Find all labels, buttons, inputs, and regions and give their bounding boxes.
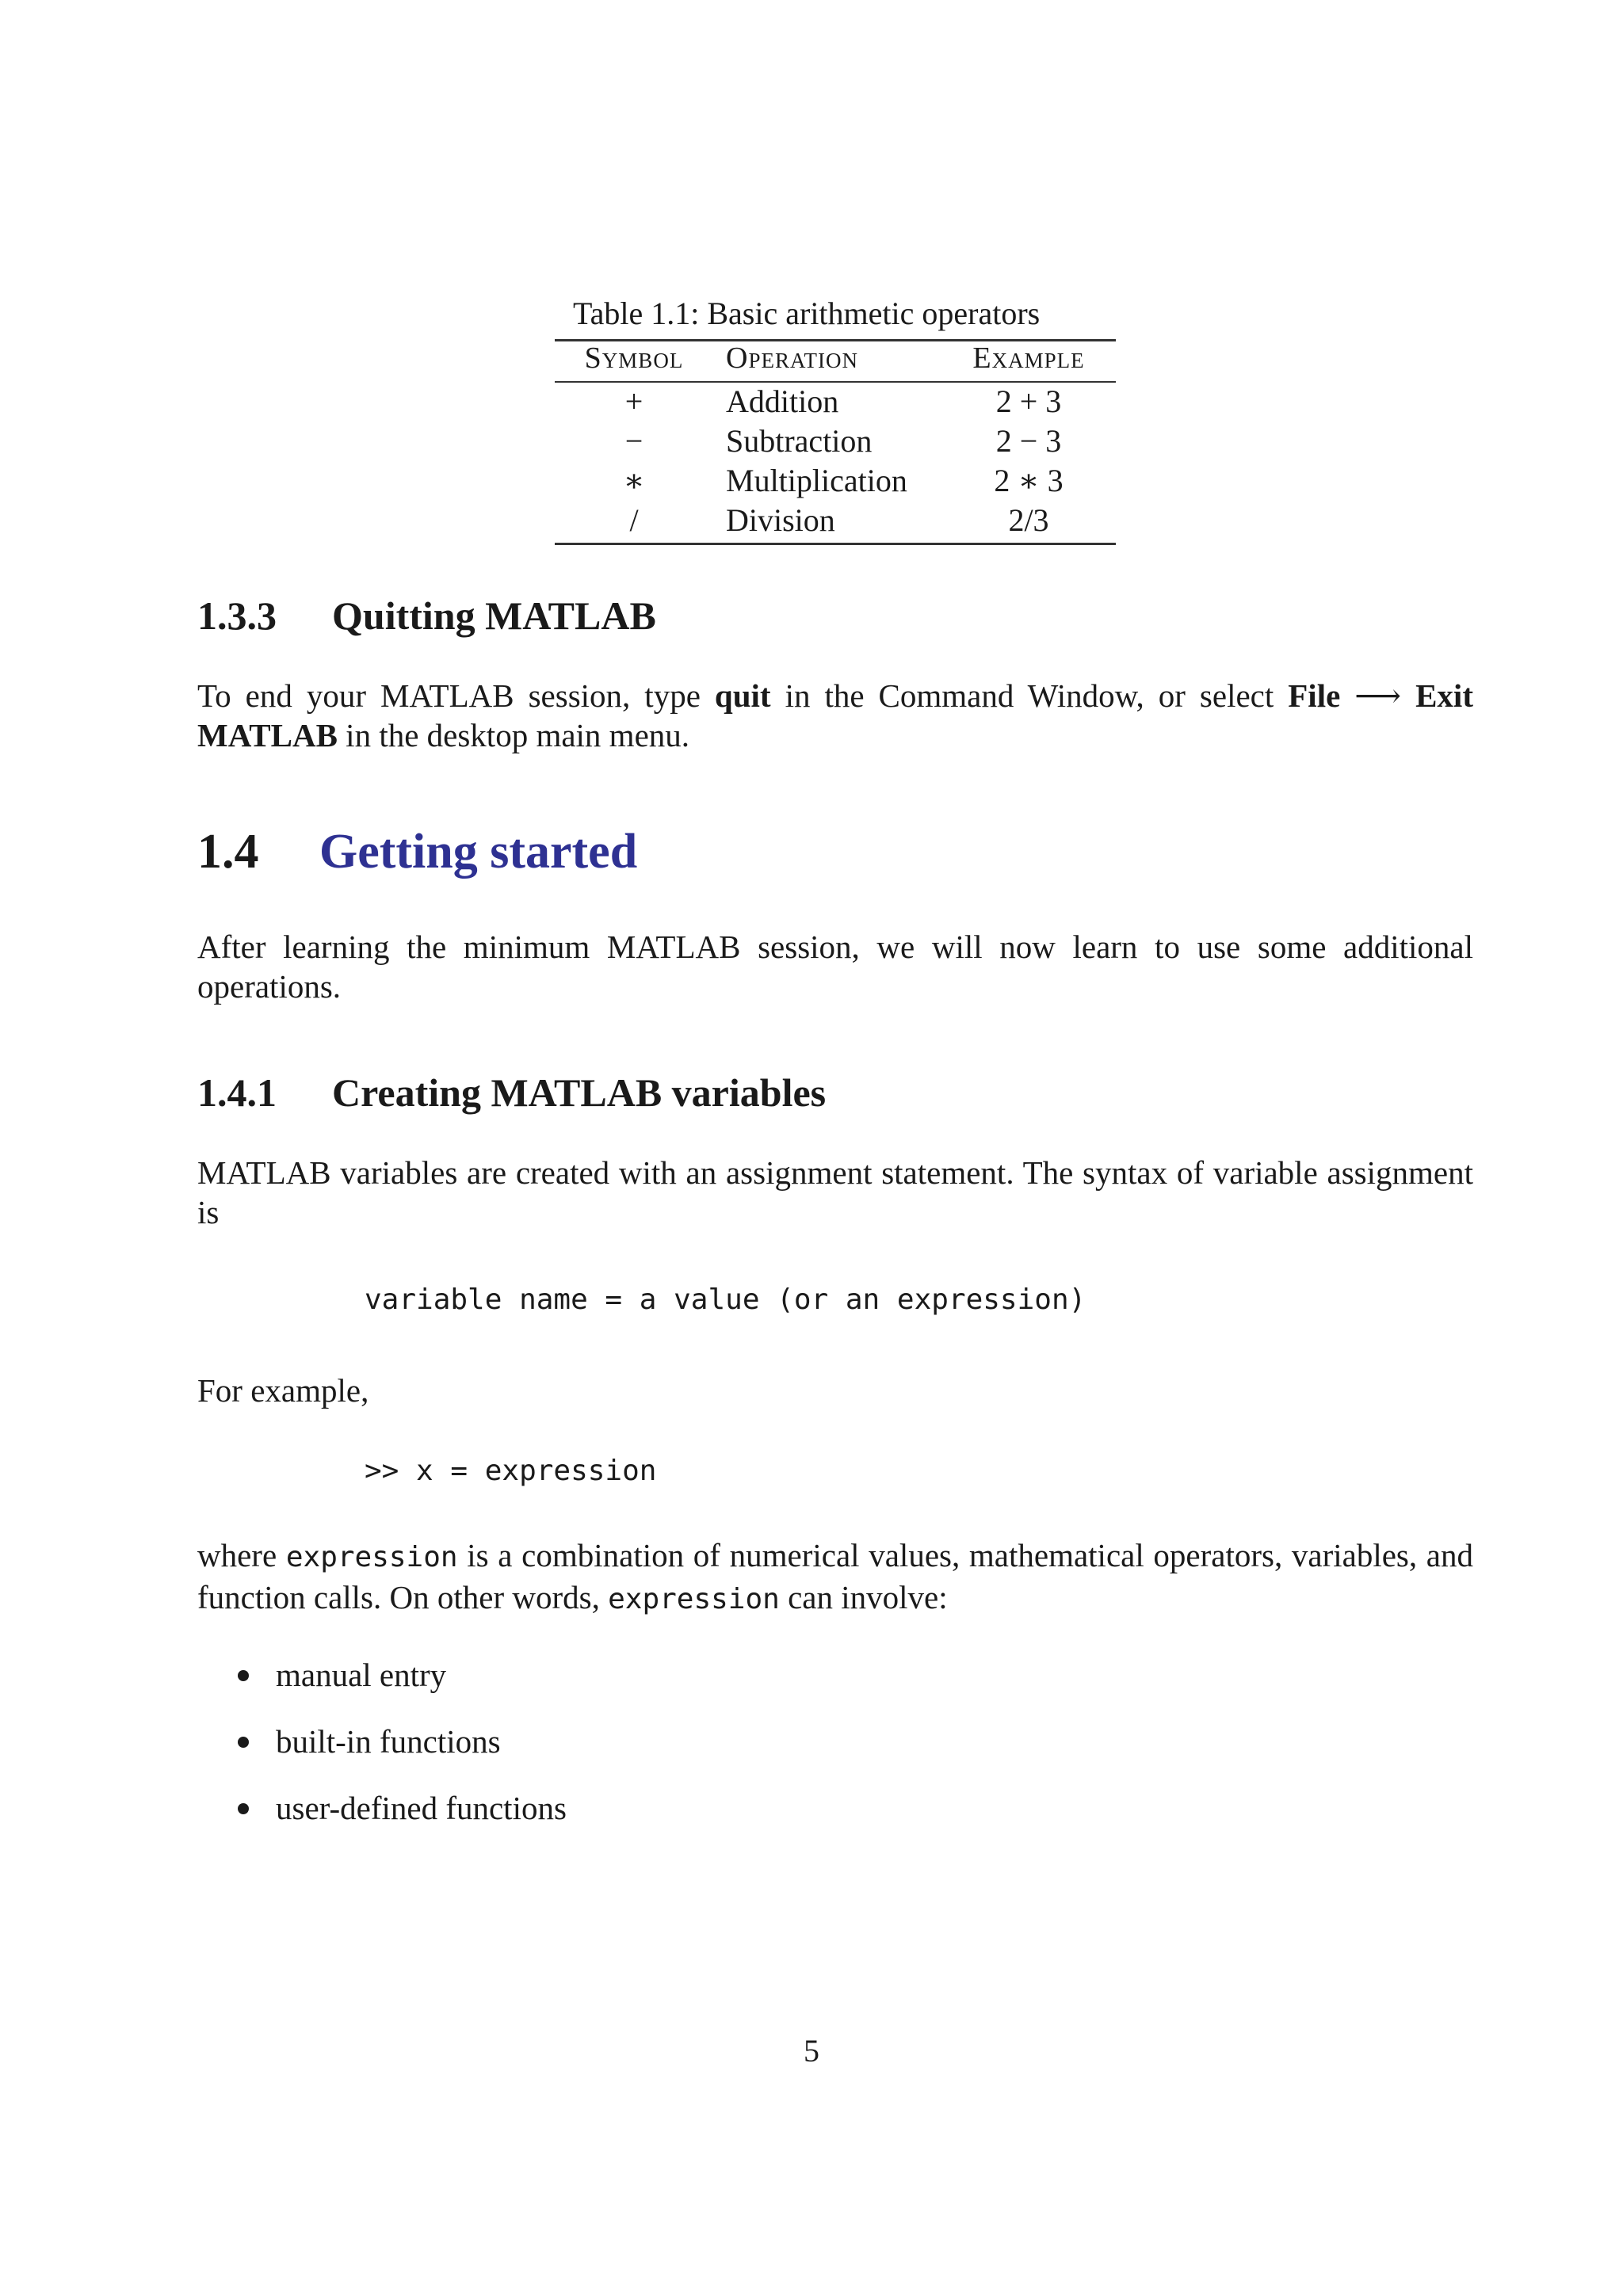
list-item-text: built-in functions	[276, 1723, 501, 1760]
text-run: in the desktop main menu.	[337, 717, 690, 753]
table-cell-example: 2 ∗ 3	[994, 463, 1064, 498]
table-bottom-rule	[555, 543, 1116, 545]
list-item-text: user-defined functions	[276, 1790, 567, 1826]
text-run: is a combination of numerical values, mathematical operators, variables, and function calls. On other words,	[197, 1537, 1473, 1615]
table-header-example: Example	[972, 341, 1085, 375]
bold-menu-exit: Exit MATLAB	[197, 677, 1473, 753]
section-number: 1.4	[197, 825, 259, 879]
page-number: 5	[804, 2033, 819, 2069]
text-run: in the Command Window, or select	[770, 677, 1289, 714]
inline-code: expression	[608, 1583, 780, 1615]
table-cell-symbol: ∗	[623, 463, 645, 498]
paragraph-getting-started: After learning the minimum MATLAB session, we will now learn to use some additional operations.	[197, 929, 1473, 1005]
table-cell-symbol: +	[624, 383, 643, 419]
table-header-symbol: Symbol	[584, 341, 684, 375]
text-run: where	[197, 1537, 286, 1573]
code-block-example: >> x = expression	[365, 1455, 657, 1487]
paragraph-creating-variables: MATLAB variables are created with an assignment statement. The syntax of variable assignment is	[197, 1154, 1473, 1230]
subsection-title: Creating MATLAB variables	[332, 1070, 827, 1115]
bullet-icon	[238, 1803, 249, 1814]
table-cell-operation: Division	[726, 502, 835, 538]
table-cell-operation: Multiplication	[726, 463, 907, 498]
subsection-number: 1.4.1	[197, 1070, 277, 1115]
arrow-icon: ⟶	[1340, 677, 1416, 714]
list-item-text: manual entry	[276, 1657, 447, 1693]
table-cell-symbol: /	[629, 502, 639, 538]
subsection-number: 1.3.3	[197, 593, 277, 638]
inline-code: expression	[285, 1541, 458, 1573]
paragraph-expression	[197, 1535, 1473, 1619]
code-block-syntax: variable name = a value (or an expression)	[365, 1283, 1086, 1316]
bullet-icon	[238, 1737, 249, 1748]
paragraph-quitting	[197, 676, 1473, 755]
table-cell-symbol: −	[624, 423, 643, 459]
bullet-icon	[238, 1670, 249, 1681]
section-title: Getting started	[319, 825, 638, 879]
text-run: can involve:	[779, 1579, 948, 1615]
bold-menu-file: File	[1288, 677, 1341, 714]
text-run: To end your MATLAB session, type	[197, 677, 715, 714]
paragraph-for-example: For example,	[197, 1372, 369, 1409]
subsection-heading-creating-variables	[197, 1070, 1148, 1117]
table-cell-operation: Subtraction	[726, 423, 873, 459]
table-cell-example: 2 + 3	[995, 383, 1062, 419]
section-heading-getting-started	[197, 824, 1148, 887]
table-cell-example: 2/3	[1008, 502, 1049, 538]
table-caption: Table 1.1: Basic arithmetic operators	[573, 296, 1041, 331]
subsection-title: Quitting MATLAB	[332, 593, 656, 638]
table-header-operation: Operation	[726, 341, 858, 375]
table-cell-example: 2 − 3	[995, 423, 1062, 459]
table-cell-operation: Addition	[726, 383, 839, 419]
subsection-heading-quitting	[197, 593, 990, 640]
bold-command-quit: quit	[714, 677, 771, 714]
